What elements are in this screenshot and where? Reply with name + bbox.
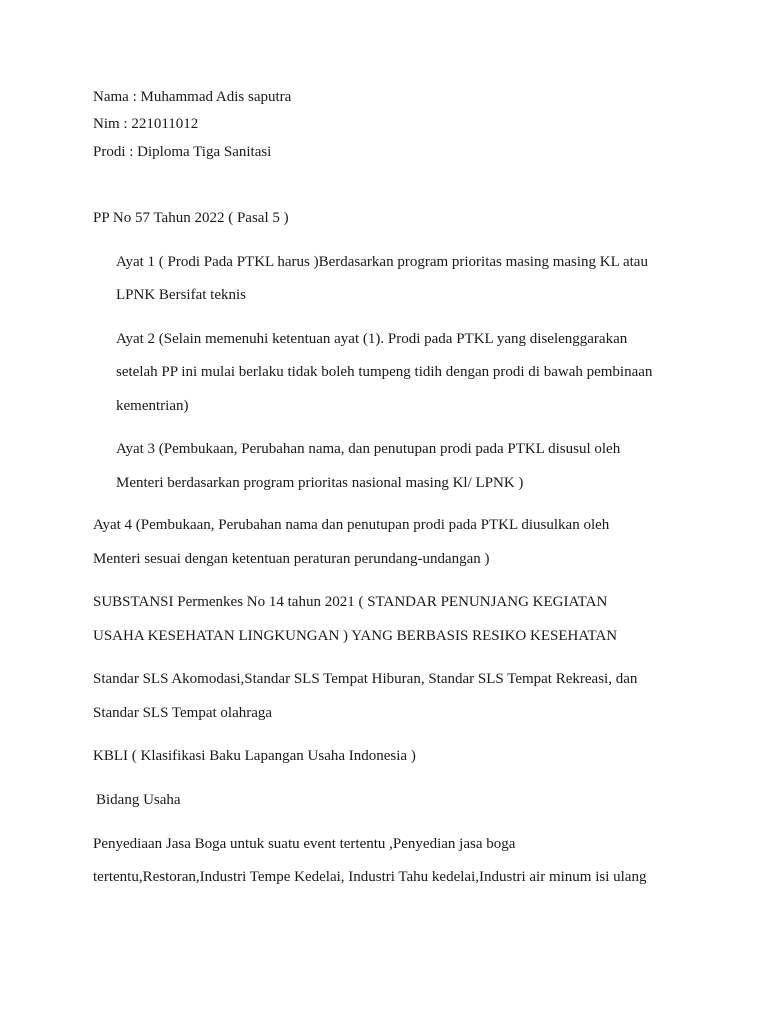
student-nim: Nim : 221011012 bbox=[93, 116, 199, 132]
pp-section-title: PP No 57 Tahun 2022 ( Pasal 5 ) bbox=[93, 210, 289, 226]
ayat4-line: Menteri sesuai dengan ketentuan peraturan perundang-undangan ) bbox=[93, 551, 490, 567]
ayat1-line: Ayat 1 ( Prodi Pada PTKL harus )Berdasarkan program prioritas masing masing KL atau bbox=[116, 254, 648, 270]
student-prodi: Prodi : Diploma Tiga Sanitasi bbox=[93, 144, 272, 160]
substansi-line: SUBSTANSI Permenkes No 14 tahun 2021 ( STANDAR PENUNJANG KEGIATAN bbox=[93, 594, 608, 610]
ayat3-line: Ayat 3 (Pembukaan, Perubahan nama, dan penutupan prodi pada PTKL disusul oleh bbox=[116, 441, 621, 457]
penyediaan-line: tertentu,Restoran,Industri Tempe Kedelai, Industri Tahu kedelai,Industri air minum isi ulang bbox=[93, 869, 647, 885]
ayat2-line: kementrian) bbox=[116, 398, 189, 414]
ayat1-line: LPNK Bersifat teknis bbox=[116, 287, 246, 303]
standar-line: Standar SLS Akomodasi,Standar SLS Tempat Hiburan, Standar SLS Tempat Rekreasi, dan bbox=[93, 671, 638, 687]
ayat3-line: Menteri berdasarkan program prioritas nasional masing Kl/ LPNK ) bbox=[116, 475, 524, 491]
ayat2-line: Ayat 2 (Selain memenuhi ketentuan ayat (1). Prodi pada PTKL yang diselenggarakan bbox=[116, 331, 628, 347]
ayat4-line: Ayat 4 (Pembukaan, Perubahan nama dan penutupan prodi pada PTKL diusulkan oleh bbox=[93, 517, 610, 533]
ayat2-line: setelah PP ini mulai berlaku tidak boleh tumpeng tidih dengan prodi di bawah pembinaan bbox=[116, 364, 653, 380]
standar-line: Standar SLS Tempat olahraga bbox=[93, 705, 273, 721]
student-name: Nama : Muhammad Adis saputra bbox=[93, 89, 292, 105]
substansi-line: USAHA KESEHATAN LINGKUNGAN ) YANG BERBASIS RESIKO KESEHATAN bbox=[93, 628, 618, 644]
bidang-usaha-heading: Bidang Usaha bbox=[96, 792, 181, 808]
penyediaan-line: Penyediaan Jasa Boga untuk suatu event tertentu ,Penyedian jasa boga bbox=[93, 836, 516, 852]
kbli-heading: KBLI ( Klasifikasi Baku Lapangan Usaha Indonesia ) bbox=[93, 748, 416, 764]
